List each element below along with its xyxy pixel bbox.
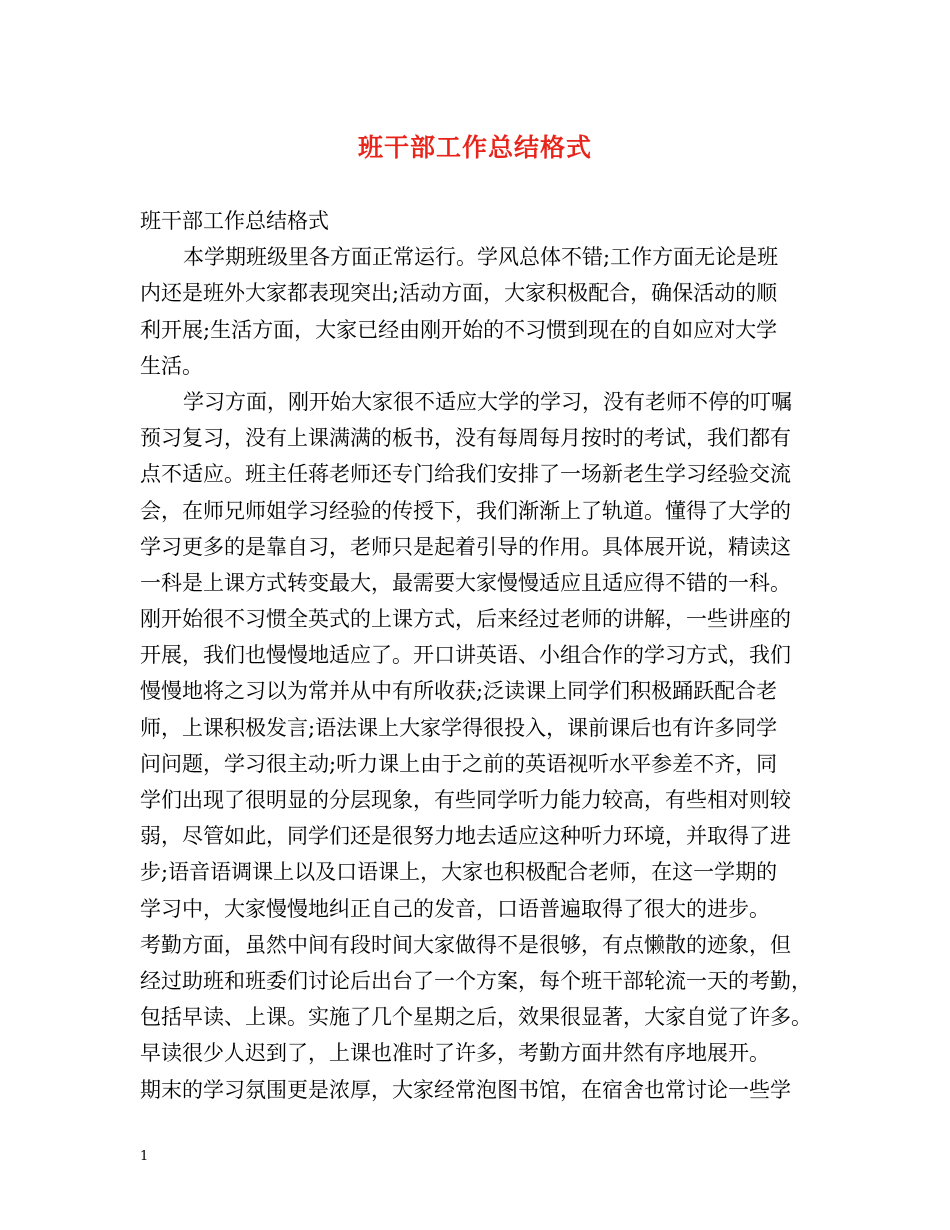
body-line: 开展，我们也慢慢地适应了。开口讲英语、小组合作的学习方式，我们 <box>140 643 791 668</box>
body-line: 考勤方面，虽然中间有段时间大家做得不是很够，有点懒散的迹象，但 <box>140 932 791 957</box>
body-line: 学习中，大家慢慢地纠正自己的发音，口语普遍取得了很大的进步。 <box>140 896 770 921</box>
body-line: 弱，尽管如此，同学们还是很努力地去适应这种听力环境，并取得了进 <box>140 824 791 849</box>
body-line: 慢慢地将之习以为常并从中有所收获;泛读课上同学们积极踊跃配合老 <box>140 679 778 704</box>
body-line: 刚开始很不习惯全英式的上课方式，后来经过老师的讲解，一些讲座的 <box>140 607 791 632</box>
body-line: 学习更多的是靠自习，老师只是起着引导的作用。具体展开说，精读这 <box>140 534 791 559</box>
body-line: 步;语音语调课上以及口语课上，大家也积极配合老师，在这一学期的 <box>140 860 778 885</box>
body-line: 经过助班和班委们讨论后出台了一个方案，每个班干部轮流一天的考勤， <box>140 968 812 993</box>
body-line: 学习方面，刚开始大家很不适应大学的学习，没有老师不停的叮嘱 <box>183 389 792 414</box>
body-line: 生活。 <box>140 353 203 378</box>
document-body <box>140 203 830 1108</box>
body-line: 会，在师兄师姐学习经验的传授下，我们渐渐上了轨道。懂得了大学的 <box>140 498 791 523</box>
body-line: 内还是班外大家都表现突出;活动方面，大家积极配合，确保活动的顺 <box>140 281 778 306</box>
body-line: 早读很少人迟到了，上课也准时了许多，考勤方面井然有序地展开。 <box>140 1041 770 1066</box>
body-line: 预习复习，没有上课满满的板书，没有每周每月按时的考试，我们都有 <box>140 426 791 451</box>
body-line: 利开展;生活方面，大家已经由刚开始的不习惯到现在的自如应对大学 <box>140 317 778 342</box>
body-line: 包括早读、上课。实施了几个星期之后，效果很显著，大家自觉了许多。 <box>140 1005 812 1030</box>
document-title: 班干部工作总结格式 <box>357 133 592 162</box>
body-line: 本学期班级里各方面正常运行。学风总体不错;工作方面无论是班 <box>183 245 779 270</box>
body-line: 师，上课积极发言;语法课上大家学得很投入，课前课后也有许多同学 <box>140 715 778 740</box>
body-line: 点不适应。班主任蒋老师还专门给我们安排了一场新老生学习经验交流 <box>140 462 791 487</box>
body-line: 学们出现了很明显的分层现象，有些同学听力能力较高，有些相对则较 <box>140 788 791 812</box>
body-line: 期末的学习氛围更是浓厚，大家经常泡图书馆，在宿舍也常讨论一些学 <box>140 1077 791 1102</box>
body-line: 班干部工作总结格式 <box>140 209 329 233</box>
body-line: 一科是上课方式转变最大，最需要大家慢慢适应且适应得不错的一科。 <box>140 570 791 595</box>
body-line: 问问题，学习很主动;听力课上由于之前的英语视听水平参差不齐，同 <box>140 751 778 776</box>
page-number: 1 <box>140 1149 149 1164</box>
